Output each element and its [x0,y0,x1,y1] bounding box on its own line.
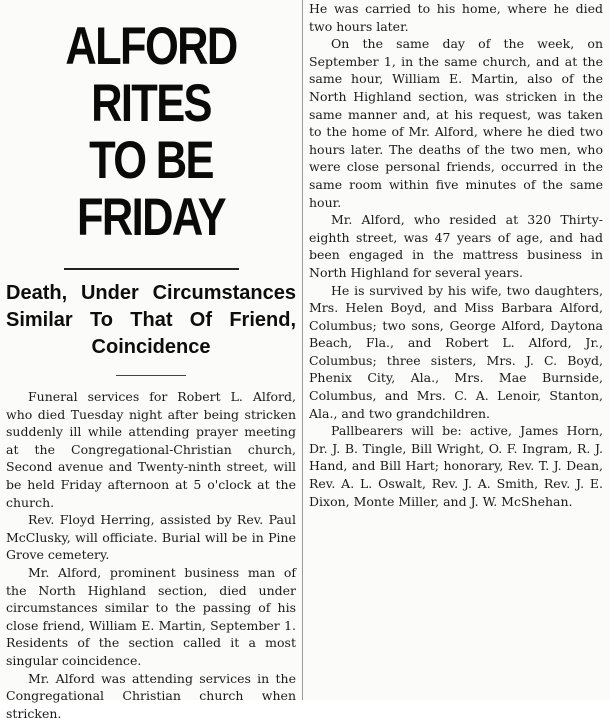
headline [32,18,270,246]
article-body-left [6,388,296,722]
paragraph: Mr. Alford, who resided at 320 Thirty-eighth street, was 47 years of age, and had been engaged in the mattress business in North Highland for several years. [309,211,603,281]
paragraph: He was carried to his home, where he died two hours later. [309,0,603,35]
column-divider [302,0,303,700]
paragraph: Mr. Alford was attending services in the Congregational Christian church when stricken. [6,670,296,722]
headline-line-1: ALFORD RITES [32,18,270,132]
headline-divider [64,268,239,270]
paragraph: Mr. Alford, prominent business man of the North Highland section, died under circumstances similar to the passing of his close friend, William E. Martin, September 1. Residents of the section called it a most singular coincidence. [6,564,296,670]
paragraph: He is survived by his wife, two daughters, Mrs. Helen Boyd, and Miss Barbara Alford, Columbus; two sons, George Alford, Daytona Beach, Fla., and Robert L. Alford, Jr., Columbus; three sisters, Mrs. J. C. Boyd, Phenix City, Ala., Mrs. Mae Burnside, Columbus, and Mrs. C. A. Lenoir, Stanton, Ala., and two grandchildren. [309,282,603,423]
headline-line-2: TO BE FRIDAY [32,132,270,246]
paragraph: Pallbearers will be: active, James Horn, Dr. J. B. Tingle, Bill Wright, O. F. Ingram, R. J. Hand, and Bill Hart; honorary, Rev. T. J. Dean, Rev. A. L. Oswalt, Rev. J. A. Smith, Rev. J. E. Dixon, Monte Miller, and J. W. McShehan. [309,422,603,510]
article-body-right [309,0,603,510]
subheadline: Death, Under Circumstances Similar To That Of Friend, Coincidence [6,280,296,361]
paragraph: Rev. Floyd Herring, assisted by Rev. Paul McClusky, will officiate. Burial will be in Pine Grove cemetery. [6,511,296,564]
paragraph: On the same day of the week, on September 1, in the same church, and at the same hour, William E. Martin, also of the North Highland section, was stricken in the same manner and, at his request, was taken to the home of Mr. Alford, where he died two hours later. The deaths of the two men, who were close personal friends, occurred in the same room within five minutes of the same hour. [309,35,603,211]
subheadline-divider [116,375,186,376]
left-column [6,0,296,722]
paragraph: Funeral services for Robert L. Alford, who died Tuesday night after being stricken suddenly ill while attending prayer meeting at the Congregational-Christian church, Second avenue and Twenty-ninth street, will be held Friday afternoon at 5 o'clock at the church. [6,388,296,511]
right-column [309,0,603,510]
